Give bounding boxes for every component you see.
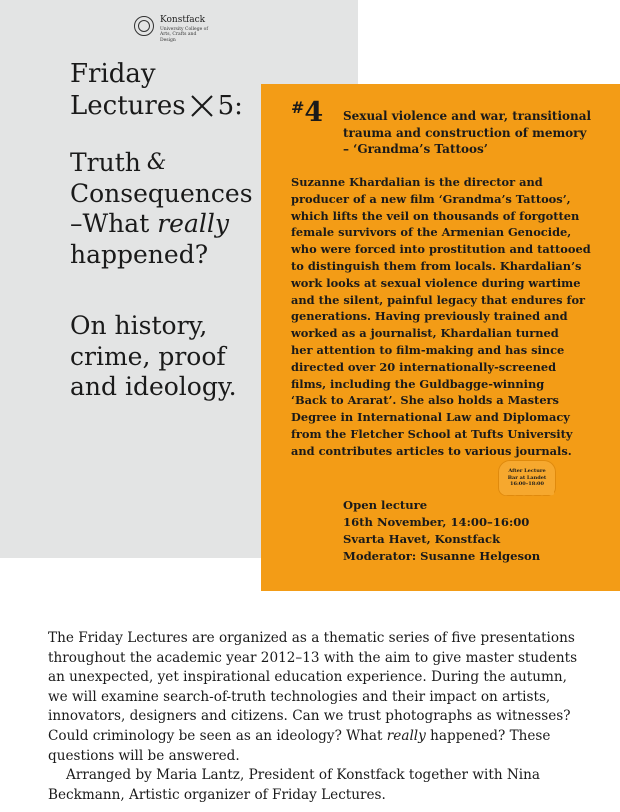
title-line-1: Friday [70,59,156,89]
event-details [343,497,593,565]
description-really: really [386,727,426,744]
series-theme [70,311,270,403]
bio-line: worked as a journalist, Khardalian turned [291,326,559,341]
subtitle-what: –What [70,209,158,238]
description-line: we will examine search-of-truth technologies and their impact on artists, [48,688,551,705]
description-line: innovators, designers and citizens. Can we trust photographs as witnesses? [48,708,571,725]
bio-line: producer of a new film ‘Grandma’s Tattoos’, [291,191,571,206]
logo-subline-2: Arts, Crafts and Design [160,32,197,43]
lecture-number-hash: # [291,98,305,117]
description-line [48,727,608,747]
bio-line: work looks at sexual violence during wartime [291,275,581,290]
bio-line: Degree in International Law and Diplomacy [291,410,570,425]
description-line: throughout the academic year 2012–13 with the aim to give master students [48,649,578,666]
title-lectures: Lectures [70,91,186,121]
lecture-number-value: 4 [304,97,324,128]
theme-line-1: On history, [70,311,208,340]
bio-line: films, including the Guldbagge-winning [291,376,545,391]
bio-line: and the silent, painful legacy that endures for [291,292,586,307]
badge-line-2: Bar at Landet [507,474,547,481]
bio-line: her attention to film-making and has since [291,342,565,357]
event-datetime: 16th November, 14:00–16:00 [343,515,530,529]
event-type: Open lecture [343,498,428,512]
credits-line: Arranged by Maria Lantz, President of Konstfack together with Nina [66,767,541,784]
series-title [70,58,270,122]
subtitle-line-4: happened? [70,239,209,269]
multiply-cross-icon [190,93,214,117]
speaker-bio [291,174,611,460]
badge-line-1: After Lecture [508,468,546,475]
bio-line: directed over 20 internationally-screened [291,359,557,374]
theme-line-2: crime, proof [70,341,226,371]
konstfack-logo [134,16,212,43]
bio-line: which lifts the veil on thousands of forgotten [291,208,580,223]
event-moderator: Moderator: Susanne Helgeson [343,549,541,563]
konstfack-seal-icon [134,16,154,36]
bio-line: from the Fletcher School at Tufts University [291,426,573,441]
title-count: 5: [217,91,243,121]
ampersand-glyph: & [146,150,167,175]
logo-subline-1: University College of [160,27,209,32]
subtitle-line-2: Consequences [70,178,253,208]
bio-line: and contributes articles to various journals. [291,443,572,458]
event-place: Svarta Havet, Konstfack [343,532,501,546]
bio-line: who were forced into prostitution and tattooed [291,242,591,257]
bio-line: to distinguish them from locals. Khardalian’s [291,258,582,273]
badge-line-3: 16:00–18:00 [509,481,545,488]
lecture-title-line: Sexual violence and war, transitional [343,109,592,123]
logo-name: Konstfack [160,15,206,25]
subtitle-line-1 [70,148,270,179]
theme-line-3: and ideology. [70,372,237,401]
bio-line: female survivors of the Armenian Genocide, [291,225,572,240]
subtitle-line-3 [70,209,270,240]
lecture-title-line: trauma and construction of memory [343,125,587,140]
lecture-title [343,108,603,158]
description-fragment: Could criminology be seen as an ideology? What [48,727,387,744]
bio-line: ‘Back to Ararat’. She also holds a Masters [291,393,559,408]
credits-line: Beckmann, Artistic organizer of Friday Lectures. [48,786,386,803]
description-fragment: happened? These [425,727,551,744]
bio-line: generations. Having previously trained and [291,309,568,324]
title-line-2 [70,90,270,122]
description-line: questions will be answered. [48,747,240,764]
description-line: an unexpected, yet inspirational education experience. During the autumn, [48,669,567,686]
subtitle-really: really [157,209,229,238]
lecture-number [291,97,323,128]
series-subtitle [70,148,270,270]
bio-line: Suzanne Khardalian is the director and [291,175,543,189]
series-description [48,629,608,805]
lecture-title-line: – ‘Grandma’s Tattoos’ [343,142,488,156]
subtitle-truth: Truth [70,148,141,177]
description-line: The Friday Lectures are organized as a thematic series of five presentations [48,630,575,646]
